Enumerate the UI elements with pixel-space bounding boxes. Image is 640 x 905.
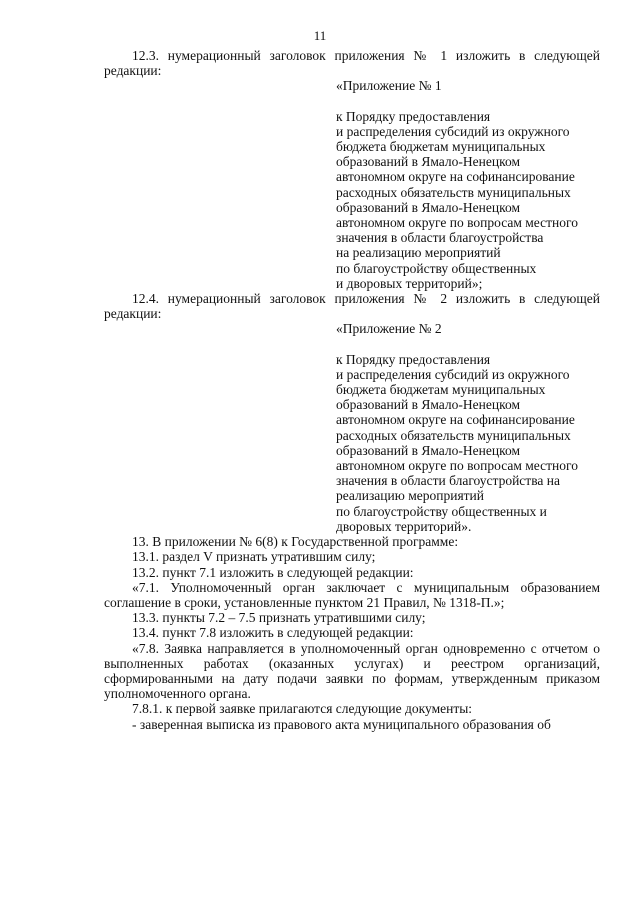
appendix-2-line: дворовых территорий». (336, 518, 472, 534)
paragraph-list-item: - заверенная выписка из правового акта муниципального образования об (132, 716, 551, 732)
paragraph-7-8-1: 7.8.1. к первой заявке прилагаются следующие документы: (132, 701, 473, 717)
paragraph-12-4: 12.4. нумерационный заголовок приложения № 2 изложить в следующей редакции: (104, 291, 600, 322)
appendix-2-line: и распределения субсидий из окружного (336, 366, 570, 382)
appendix-2-line: бюджета бюджетам муниципальных (336, 382, 546, 398)
paragraph-13: 13. В приложении № 6(8) к Государственной программе: (132, 534, 459, 550)
paragraph-12-3: 12.3. нумерационный заголовок приложения № 1 изложить в следующей редакции: (104, 48, 600, 79)
paragraph-13-2: 13.2. пункт 7.1 изложить в следующей редакции: (132, 564, 414, 580)
appendix-1-line: автономном округе на софинансирование (336, 169, 575, 185)
paragraph-7-1: «7.1. Уполномоченный орган заключает с муниципальным образованием соглашение в сроки, установленные пунктом 21 Правил, № 1318-П.»; (104, 579, 600, 610)
appendix-1-line: бюджета бюджетам муниципальных (336, 139, 546, 155)
appendix-1-title: «Приложение № 1 (336, 78, 442, 94)
appendix-1-line: образований в Ямало-Ненецком (336, 199, 520, 215)
paragraph-13-1: 13.1. раздел V признать утратившим силу; (132, 549, 376, 565)
appendix-1-line: значения в области благоустройства (336, 230, 544, 246)
page-number: 11 (313, 28, 327, 43)
appendix-1-line: и распределения субсидий из окружного (336, 123, 570, 139)
appendix-2-line: автономном округе на софинансирование (336, 412, 575, 428)
appendix-1-line: на реализацию мероприятий (336, 245, 501, 261)
appendix-2-line: расходных обязательств муниципальных (336, 427, 571, 443)
appendix-1-header (336, 78, 606, 291)
appendix-2-line: значения в области благоустройства на (336, 473, 560, 489)
appendix-1-line: к Порядку предоставления (336, 108, 491, 124)
appendix-1-line: автономном округе по вопросам местного (336, 215, 578, 231)
appendix-2-title: «Приложение № 2 (336, 321, 442, 337)
appendix-2-line: образований в Ямало-Ненецком (336, 442, 520, 458)
document-body (104, 48, 600, 732)
appendix-1-line: расходных обязательств муниципальных (336, 184, 571, 200)
appendix-1-line: и дворовых территорий»; (336, 275, 483, 291)
appendix-2-line: образований в Ямало-Ненецком (336, 397, 520, 413)
appendix-2-line: автономном округе по вопросам местного (336, 458, 578, 474)
appendix-2-line: к Порядку предоставления (336, 351, 491, 367)
appendix-1-line: по благоустройству общественных (336, 260, 537, 276)
appendix-1-line: образований в Ямало-Ненецком (336, 154, 520, 170)
appendix-2-line: по благоустройству общественных и (336, 503, 547, 519)
paragraph-7-8: «7.8. Заявка направляется в уполномоченный орган одновременно с отчетом о выполненных работах (оказанных услугах) и реестром организаций, сформированными на дату подачи заявки по формам, утвержденным приказом уполномоченного органа. (104, 640, 600, 702)
paragraph-13-3: 13.3. пункты 7.2 – 7.5 признать утратившими силу; (132, 610, 426, 626)
paragraph-13-4: 13.4. пункт 7.8 изложить в следующей редакции: (132, 625, 414, 641)
appendix-2-header (336, 321, 606, 534)
appendix-2-line: реализацию мероприятий (336, 488, 485, 504)
